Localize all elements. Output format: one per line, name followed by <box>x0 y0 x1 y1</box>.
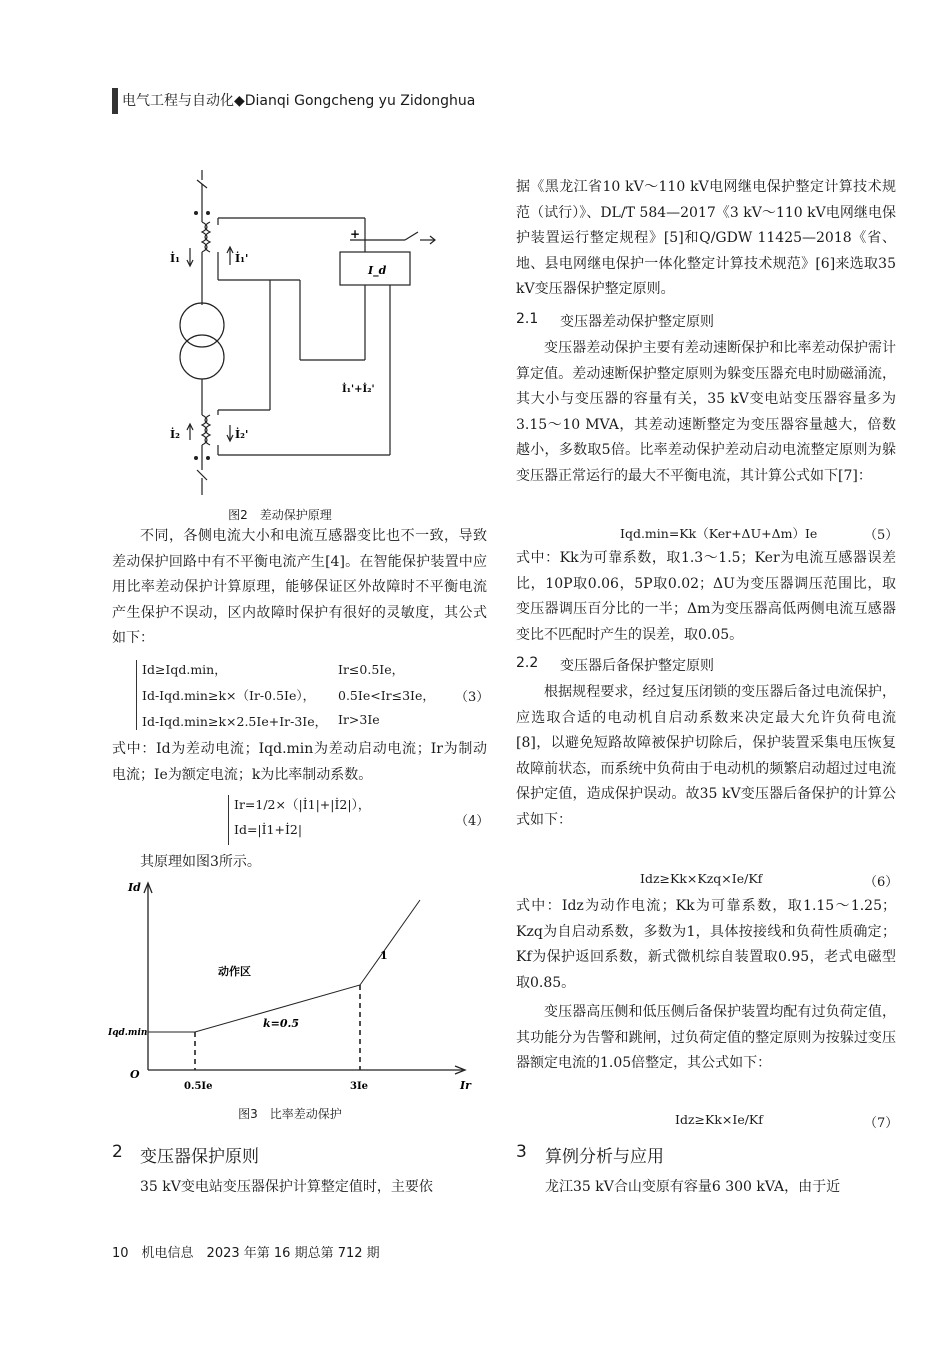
eq3-line2-left: Id-Iqd.min≥k×（Ir-0.5Ie）， <box>142 688 316 703</box>
section2-heading: 变压器保护原则 <box>140 1147 259 1167</box>
sec22-number: 2.2 <box>516 655 539 671</box>
figure3-chart <box>108 875 478 1095</box>
figure2-caption: 图2 差动保护原理 <box>228 508 332 522</box>
fig3-origin: O <box>130 1068 140 1081</box>
eq7-number: （7） <box>864 1116 899 1131</box>
fig2-label-sum: İ₁'+İ₂' <box>342 384 375 395</box>
fig3-characteristic <box>148 900 420 1032</box>
eq4-line1: Ir=1/2×（|İ1|+|İ2|）， <box>234 797 371 812</box>
eq4-line2: Id=|İ1+İ2| <box>234 822 303 837</box>
fig2-label-i1p: İ₁' <box>235 252 249 265</box>
right-para1: 据《黑龙江省10 kV～110 kV电网继电保护整定计算技术规范（试行）》、DL/T 584—2017《3 kV～110 kV电网继电保护装置运行整定规程》[5]和Q/GDW 11425—2018《省、地、县电网继电保护一体化整定计算技术规范》[6]来选取35 kV变压器保护整定原则。 <box>516 179 896 297</box>
fig3-slope1-label: k=0.5 <box>263 1017 299 1030</box>
fig3-region-label: 动作区 <box>218 965 251 978</box>
fig2-label-i2p: İ₂' <box>235 428 249 441</box>
fig3-iqd-label: Iqd.min <box>108 1028 148 1038</box>
fig3-slope2-label: 1 <box>380 949 388 962</box>
eq6-number: （6） <box>864 875 899 890</box>
fig2-label-i2: İ₂ <box>170 428 180 441</box>
figure3-caption: 图3 比率差动保护 <box>238 1107 342 1121</box>
section2-number: 2 <box>112 1142 123 1162</box>
eq3-line2-right: 0.5Ie<Ir≤3Ie， <box>338 688 435 703</box>
eq3-line3-right: Ir>3Ie <box>338 712 380 727</box>
right-para3: 式中：Kk为可靠系数，取1.3～1.5；Ker为电流互感器误差比，10P取0.06，5P取0.02；ΔU为变压器调压范围比，取变压器调压百分比的一半；Δm为变压器高低两侧电流互感器变比不匹配时产生的误差，取0.05。 <box>516 550 896 643</box>
eq7: Idz≥Kk×Ie/Kf <box>675 1112 763 1127</box>
eq3-line3-left: Id-Iqd.min≥k×2.5Ie+Ir-3Ie， <box>142 714 328 729</box>
eq6: Idz≥Kk×Kzq×Ie/Kf <box>640 871 763 886</box>
right-para6: 变压器高压侧和低压侧后备保护装置均配有过负荷定值，其功能分为告警和跳闸，过负荷定值的整定原则为按躲过变压器额定电流的1.05倍整定，其公式如下： <box>516 1004 896 1071</box>
fig3-tick-3: 3Ie <box>350 1081 368 1092</box>
left-para1: 不同，各侧电流大小和电流互感器变比也不一致，导致差动保护回路中有不平衡电流产生[4]。在智能保护装置中应用比率差动保护计算原理，能够保证区外故障时不平衡电流产生保护不误动，区内故障时保护有很好的灵敏度，其公式如下： <box>112 528 487 646</box>
eq3-number: （3） <box>455 690 490 705</box>
page-footer: 10 机电信息 2023 年第 16 期总第 712 期 <box>112 1246 380 1261</box>
left-para2: 式中：Id为差动电流；Iqd.min为差动启动电流；Ir为制动电流；Ie为额定电流；k为比率制动系数。 <box>112 741 487 783</box>
right-para4: 根据规程要求，经过复压闭锁的变压器后备过电流保护，应选取合适的电动机自启动系数来决定最大允许负荷电流[8]，以避免短路故障被保护切除后，保护装置采集电压恢复故障前状态，而系统中负荷由于电动机的频繁启动超过过电流保护定值，造成保护误动。故35 kV变压器后备保护的计算公式如下： <box>516 684 896 828</box>
fig2-label-i1: İ₁ <box>170 252 180 265</box>
figure2-diagram <box>150 170 450 500</box>
eq5: Iqd.min=Kk（Ker+ΔU+Δm）Ie <box>620 526 818 541</box>
section3-heading: 算例分析与应用 <box>545 1147 664 1167</box>
left-para3: 其原理如图3所示。 <box>140 854 261 870</box>
header-bar <box>112 88 118 114</box>
sec22-heading: 变压器后备保护整定原则 <box>560 658 714 674</box>
eq3-brace <box>136 660 137 730</box>
right-para5: 式中：Idz为动作电流；Kk为可靠系数，取1.15～1.25；Kzq为自启动系数，多数为1，具体按接线和负荷性质确定；Kf为保护返回系数，新式微机综自装置取0.95，老式电磁型取0.85。 <box>516 898 896 991</box>
sec21-number: 2.1 <box>516 311 539 327</box>
fig3-tick-05: 0.5Ie <box>184 1081 213 1092</box>
section2-para: 35 kV变电站变压器保护计算整定值时，主要依 <box>140 1179 433 1195</box>
fig2-label-plus: + <box>350 227 361 241</box>
eq4-number: （4） <box>455 814 490 829</box>
journal-header: 电气工程与自动化◆Dianqi Gongcheng yu Zidonghua <box>122 93 476 109</box>
sec21-heading: 变压器差动保护整定原则 <box>560 314 714 330</box>
section3-number: 3 <box>516 1142 527 1162</box>
right-para2: 变压器差动保护主要有差动速断保护和比率差动保护需计算定值。差动速断保护整定原则为躲变压器充电时励磁涌流，其大小与变压器的容量有关，35 kV变电站变压器容量多为3.15～10 MVA，其差动速断整定为变压器容量越大，倍数越小，多数取5倍。比率差动保护差动启动电流整定原则为躲变压器正常运行的最大不平衡电流，其计算公式如下[7]： <box>516 340 896 484</box>
eq4-brace <box>228 795 229 845</box>
eq5-number: （5） <box>864 528 899 543</box>
fig3-x-label: Ir <box>460 1079 471 1092</box>
fig2-label-id: I_d <box>368 264 387 277</box>
eq3-line1-left: Id≥Iqd.min， <box>142 662 227 677</box>
eq3-line1-right: Ir≤0.5Ie， <box>338 662 405 677</box>
fig3-y-label: Id <box>128 881 141 894</box>
section3-para: 龙江35 kV合山变原有容量6 300 kVA，由于近 <box>545 1179 841 1195</box>
